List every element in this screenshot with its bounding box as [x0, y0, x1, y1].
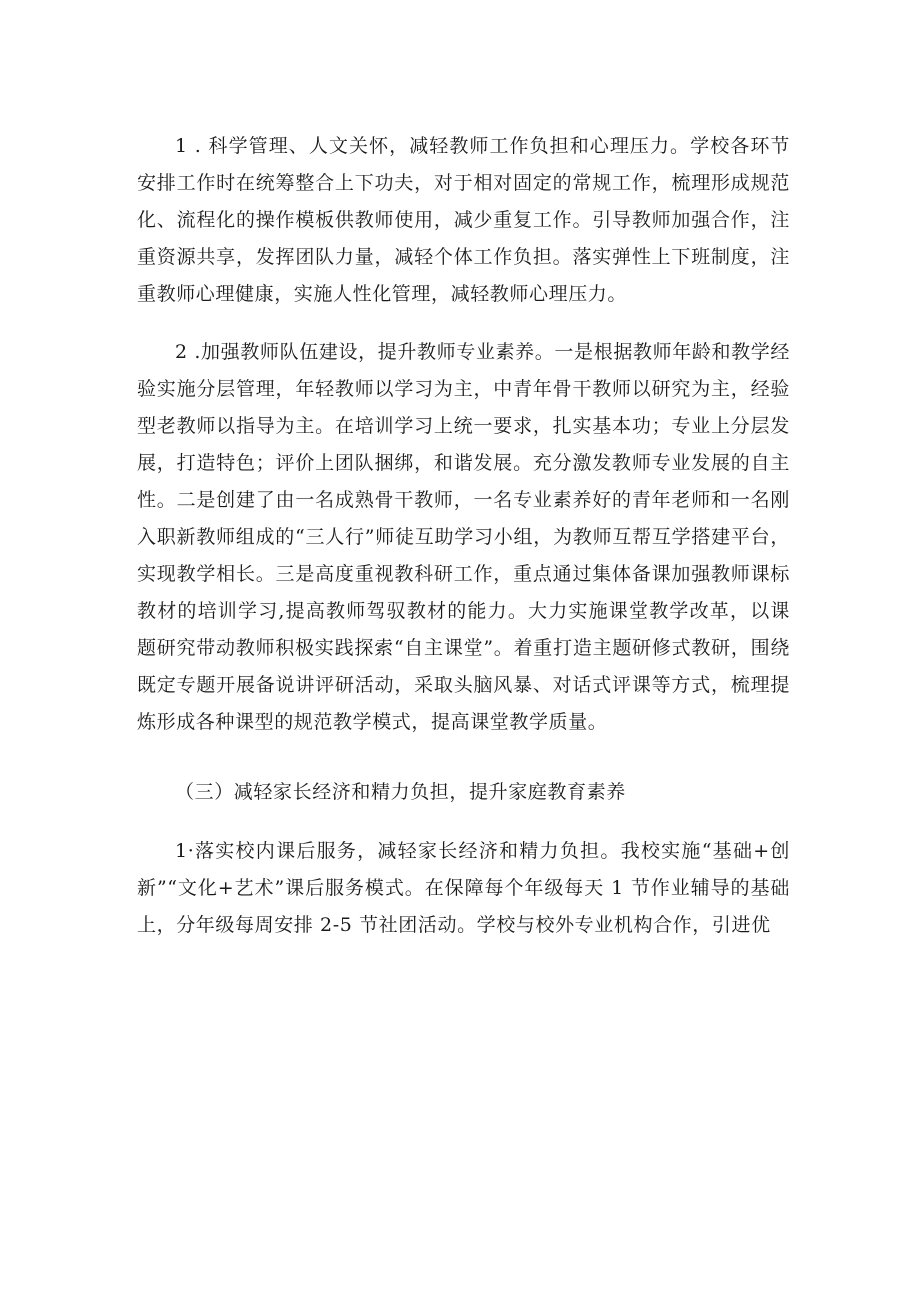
section-heading: （三）减轻家长经济和精力负担，提升家庭教育素养 [175, 781, 626, 803]
paragraph-teacher-burden: 1 . 科学管理、人文关怀，减轻教师工作负担和心理压力。学校各环节安排工作时在统筹整合上下功夫，对于相对固定的常规工作，梳理形成规范化、流程化的操作模板供教师使用，减少重复工作。引导教师加强合作，注重资源共享，发挥团队力量，减轻个体工作负担。落实弹性上下班制度，注重教师心理健康，实施人性化管理，减轻教师心理压力。 [137, 135, 790, 305]
paragraph-after-school-service: 1·落实校内课后服务，减轻家长经济和精力负担。我校实施“基础+创新”“文化+艺术”课后服务模式。在保障每个年级每天 1 节作业辅导的基础上，分年级每周安排 2-5 节社团活动。学校与校外专业机构合作，引进优 [137, 840, 790, 936]
paragraph-teacher-development: 2 .加强教师队伍建设，提升教师专业素养。一是根据教师年龄和教学经验实施分层管理，年轻教师以学习为主，中青年骨干教师以研究为主，经验型老教师以指导为主。在培训学习上统一要求，扎实基本功；专业上分层发展，打造特色；评价上团队捆绑，和谐发展。充分激发教师专业发展的自主性。二是创建了由一名成熟骨干教师，一名专业素养好的青年老师和一名刚入职新教师组成的“三人行”师徒互助学习小组，为教师互帮互学搭建平台，实现教学相长。三是高度重视教科研工作，重点通过集体备课加强教师课标教材的培训学习,提高教师驾驭教材的能力。大力实施课堂教学改革，以课题研究带动教师积极实践探索“自主课堂”。着重打造主题研修式教研，围绕既定专题开展备说讲评研活动，采取头脑风暴、对话式评课等方式，梳理提炼形成各种课型的规范教学模式，提高课堂教学质量。 [137, 341, 790, 733]
